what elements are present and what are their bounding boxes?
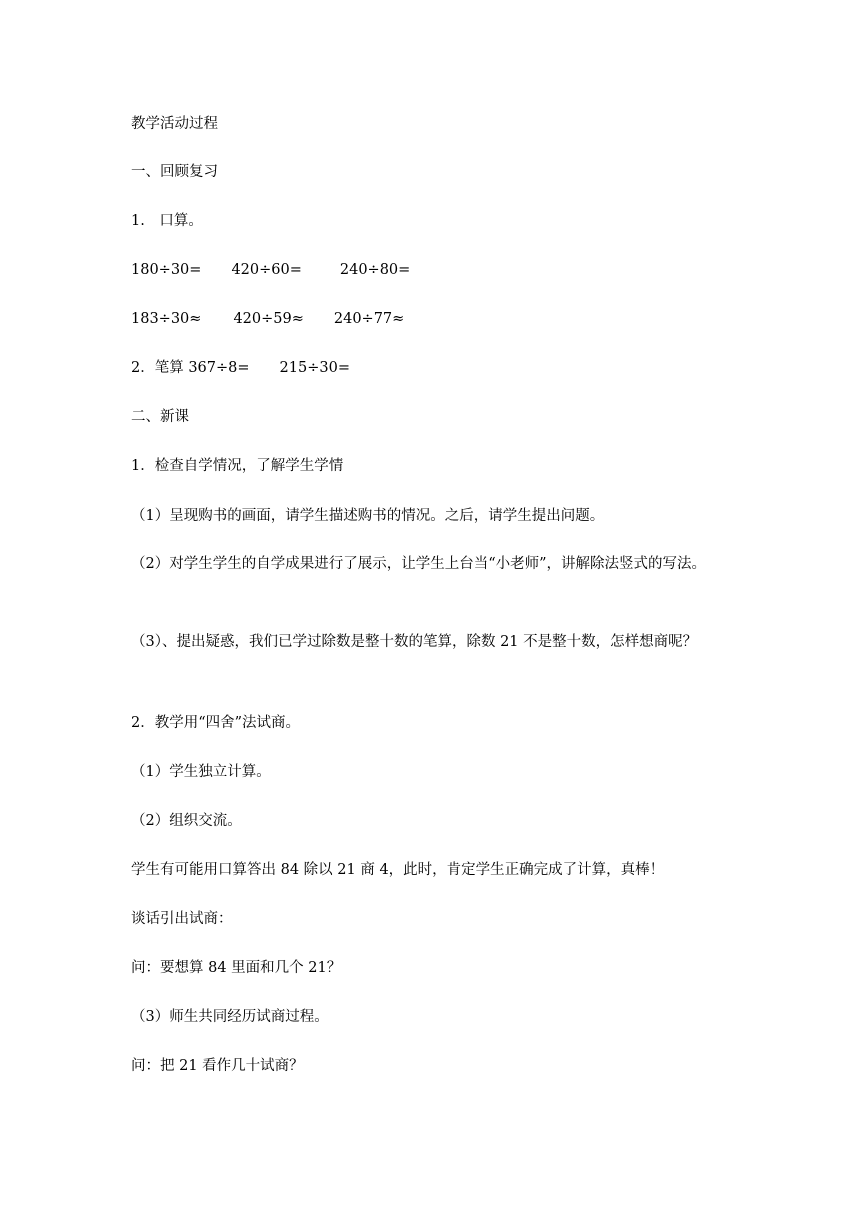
item-mental-math: 1. 口算。: [131, 213, 203, 229]
paragraph: （2）对学生学生的自学成果进行了展示，让学生上台当“小老师”，讲解除法竖式的写法。: [131, 556, 707, 572]
expression: 2．笔算 367÷8=: [131, 360, 250, 376]
section-new-lesson-heading: 二、新课: [131, 409, 189, 425]
expression: 215÷30=: [279, 360, 350, 376]
expression: 240÷80=: [339, 262, 411, 278]
item-written-calc: [131, 358, 731, 378]
expression: 183÷30≈: [131, 311, 202, 327]
expression: 180÷30=: [131, 262, 202, 278]
new-lesson-item-1: 1．检查自学情况，了解学生学情: [131, 458, 344, 474]
paragraph: 问：把 21 看作几十试商？: [131, 1058, 304, 1074]
paragraph: （3）师生共同经历试商过程。: [131, 1009, 329, 1025]
paragraph: 问：要想算 84 里面和几个 21？: [131, 960, 342, 976]
paragraph: 学生有可能用口算答出 84 除以 21 商 4，此时，肯定学生正确完成了计算，真棒！: [131, 862, 665, 878]
expression: 420÷60=: [231, 262, 302, 278]
paragraph: （1）呈现购书的画面，请学生描述购书的情况。之后，请学生提出问题。: [131, 508, 605, 524]
paragraph: （1）学生独立计算。: [131, 764, 271, 780]
section-review-heading: 一、回顾复习: [131, 164, 218, 180]
document-heading: 教学活动过程: [131, 116, 218, 132]
paragraph: （2）组织交流。: [131, 813, 242, 829]
mental-math-row-1: [131, 260, 731, 280]
expression: 240÷77≈: [333, 311, 405, 327]
paragraph: （3）、提出疑惑，我们已学过除数是整十数的笔算，除数 21 不是整十数，怎样想商呢？: [131, 634, 698, 650]
expression: 420÷59≈: [233, 311, 304, 327]
paragraph: 谈话引出试商：: [131, 911, 233, 927]
new-lesson-item-2: 2．教学用“四舍”法试商。: [131, 715, 301, 731]
mental-math-row-2: [131, 309, 731, 329]
